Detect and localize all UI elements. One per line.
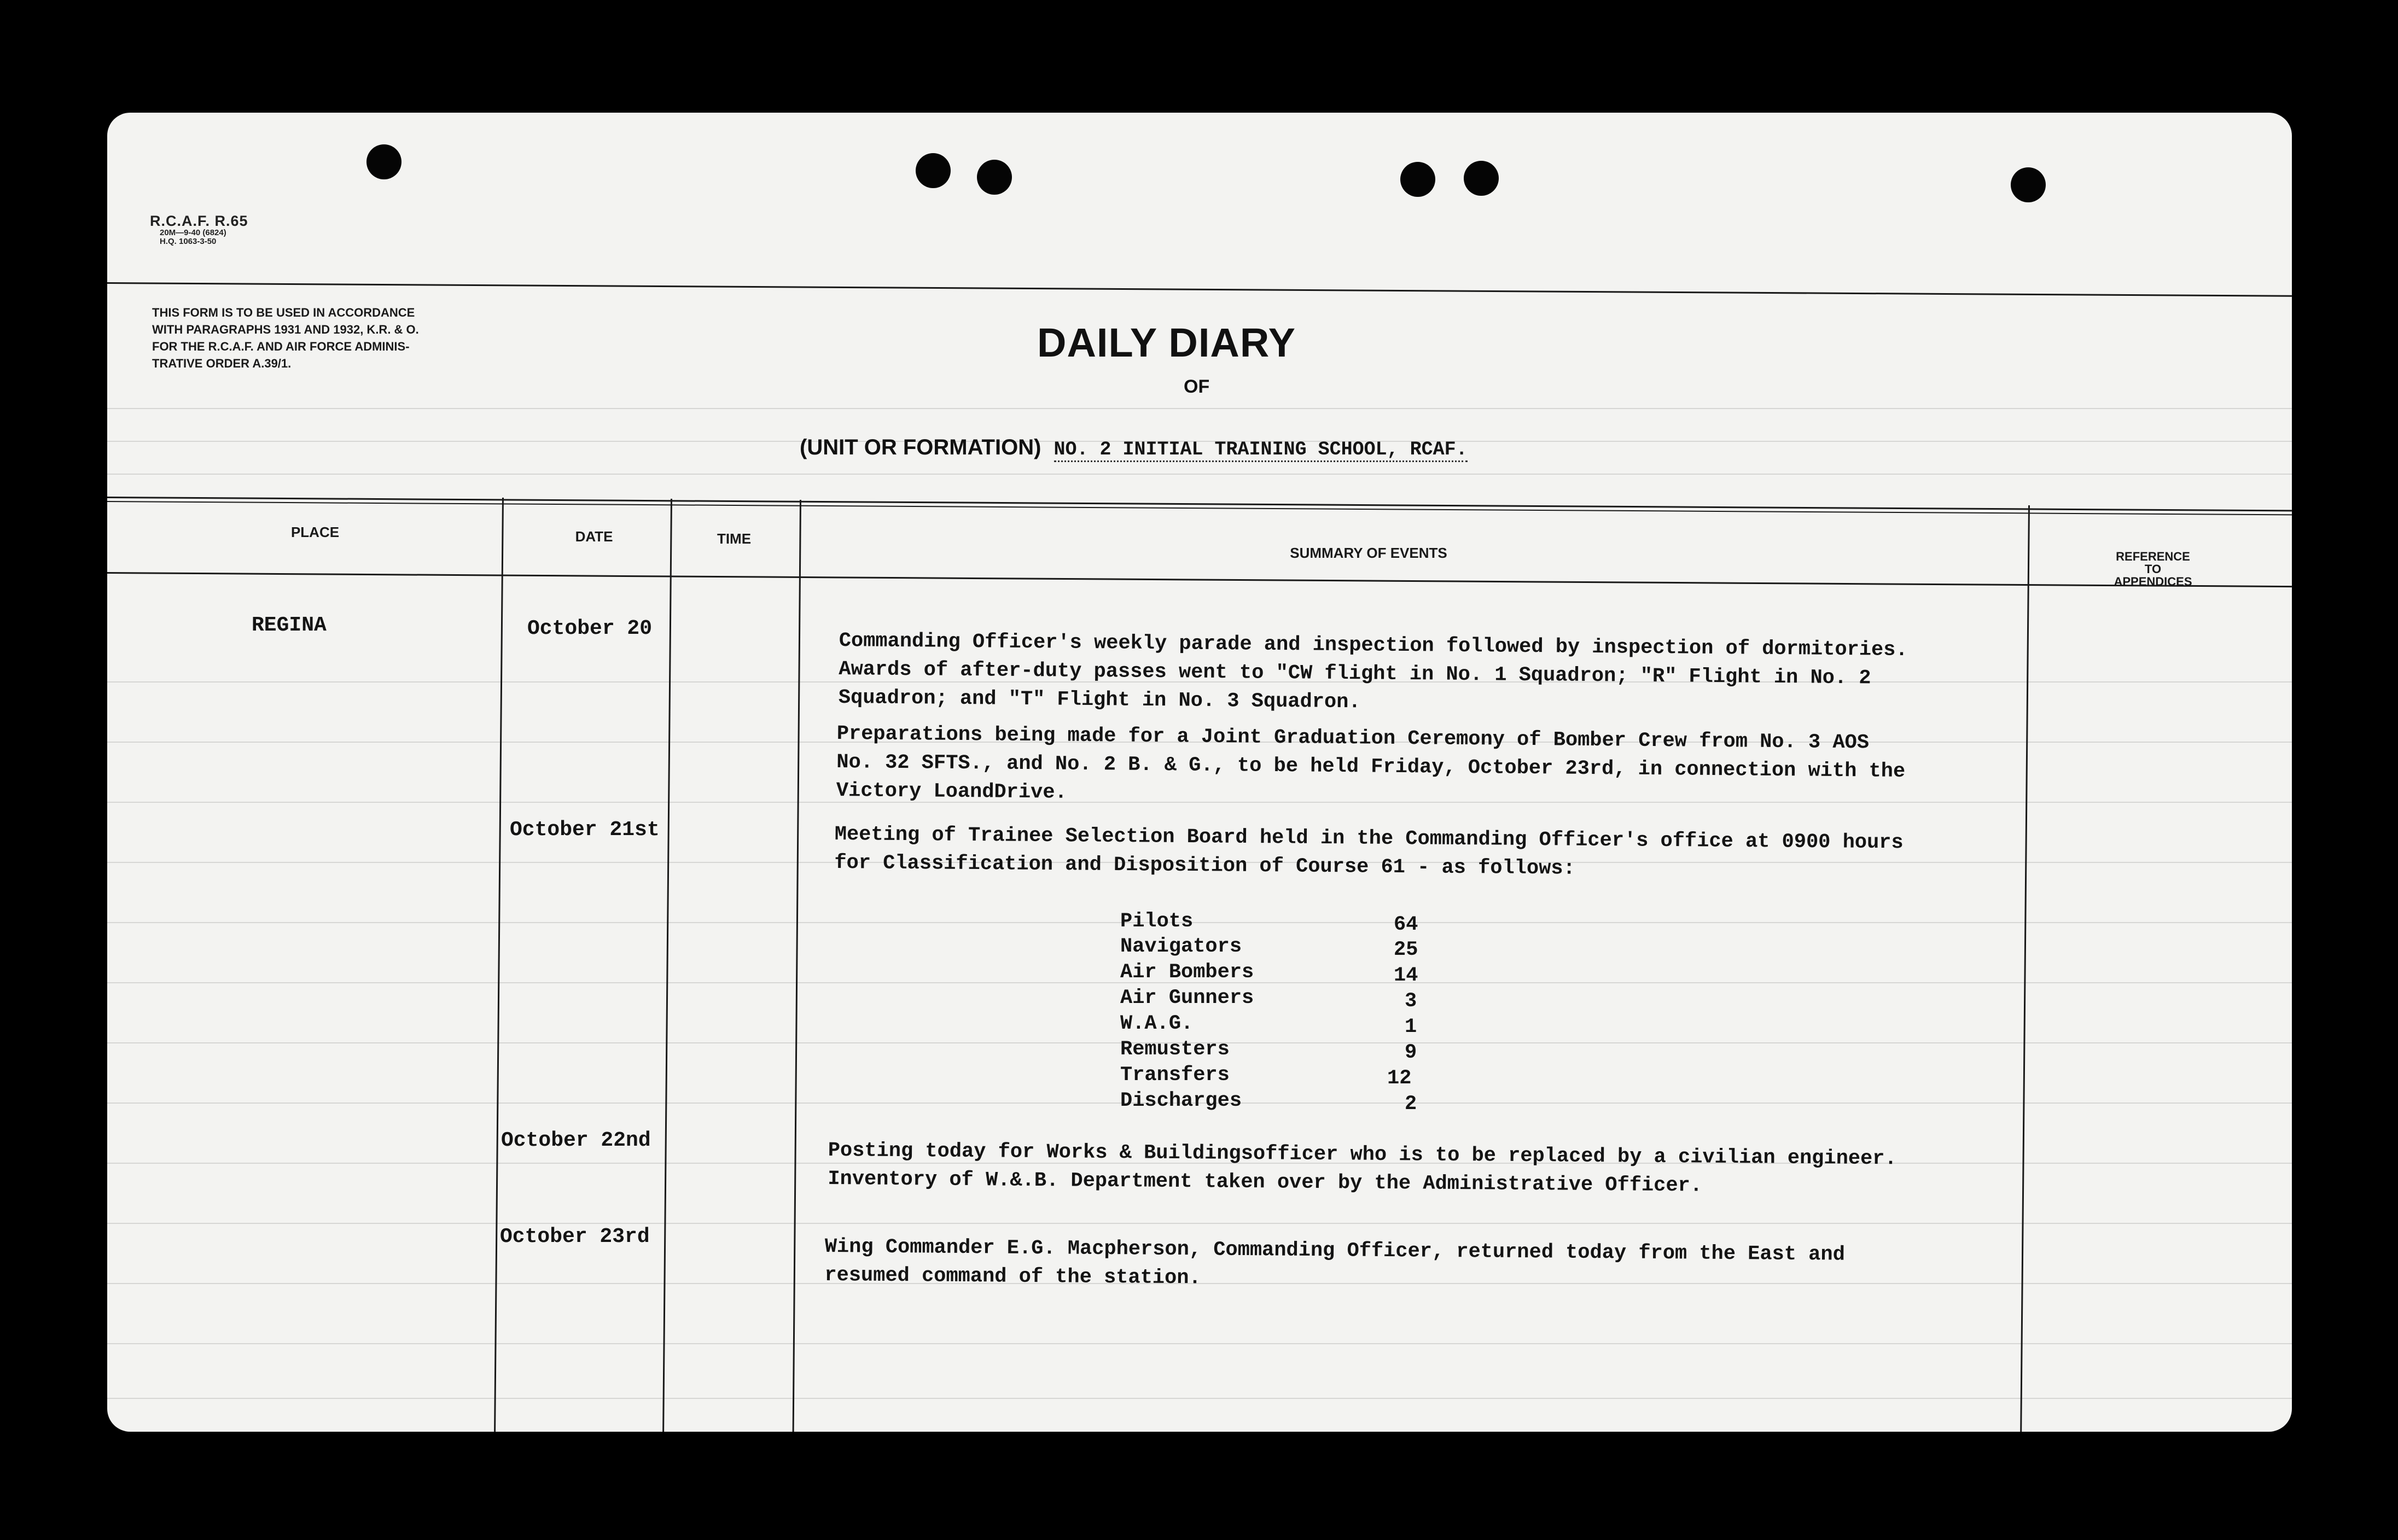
form-code-block [150,213,248,246]
diary-form-card [107,113,2292,1432]
entry-paragraph: Posting today for Works & Buildingsofficer who is to be replaced by a civilian engineer. Inventory of W.&.B. Department taken over by the Administrative Officer. [828,1139,1897,1198]
classification-label: Transfers [1120,1064,1230,1087]
entry-date: October 20 [527,617,653,640]
punch-hole [916,153,951,188]
classification-count: 12 [1387,1067,1412,1090]
instruction-line: FOR THE R.C.A.F. AND AIR FORCE ADMINIS- [152,340,410,353]
classification-count: 9 [1405,1041,1417,1064]
entry-paragraph: Commanding Officer's weekly parade and inspection followed by inspection of dormitories. Awards of after-duty passes went to "CW flight in No. 1 Squadron; "R" Flight in No. 2 Squadron; and "T" Flight in No. 3 Squadron. [838,629,1908,714]
form-title-of: OF [1184,376,1210,397]
hq-line: H.Q. 1063-3-50 [160,237,217,247]
unit-line [800,435,1468,460]
punch-hole [2011,167,2046,202]
classification-label: Discharges [1120,1089,1242,1112]
classification-label: Navigators [1120,935,1242,958]
punch-hole [977,160,1012,195]
classification-count: 1 [1405,1016,1417,1039]
classification-label: W.A.G. [1120,1012,1194,1035]
unit-label: (UNIT OR FORMATION) [800,435,1041,459]
entry-date: October 23rd [500,1225,650,1249]
classification-count: 14 [1394,964,1418,987]
entry-paragraph: Preparations being made for a Joint Graduation Ceremony of Bomber Crew from No. 3 AOS No. 32 SFTS., and No. 2 B. & G., to be held Friday, October 23rd, in connection with the Victory LoandDrive. [836,722,1906,804]
punch-hole [366,144,401,179]
classification-count: 25 [1394,938,1418,961]
form-instructions [152,304,568,372]
classification-label: Air Bombers [1120,961,1254,984]
instruction-line: WITH PARAGRAPHS 1931 AND 1932, K.R. & O. [152,323,419,336]
unit-value: NO. 2 INITIAL TRAINING SCHOOL, RCAF. [1054,439,1468,462]
column-header-reference: REFERENCE TO APPENDICES [2114,550,2192,588]
place-value: REGINA [252,614,327,637]
entry-paragraph: Wing Commander E.G. Macpherson, Commanding Officer, returned today from the East and resumed command of the station. [824,1235,1846,1290]
entry-date: October 21st [510,818,660,842]
form-code: R.C.A.F. R.65 [150,213,248,229]
column-header-place: PLACE [290,524,340,540]
instruction-line: THIS FORM IS TO BE USED IN ACCORDANCE [152,306,415,319]
column-header-time: TIME [717,530,752,547]
print-line: 20M—9-40 (6824) [160,228,226,238]
instruction-line: TRATIVE ORDER A.39/1. [152,357,292,370]
classification-count: 2 [1405,1093,1417,1116]
classification-label: Pilots [1120,910,1194,933]
entry-date: October 22nd [501,1129,651,1152]
column-header-date: DATE [575,528,613,545]
classification-count: 64 [1394,913,1418,936]
punch-hole [1464,161,1499,196]
classification-count: 3 [1405,990,1417,1013]
form-title: DAILY DIARY [1037,320,1296,365]
classification-label: Remusters [1120,1038,1230,1061]
column-header-summary: SUMMARY OF EVENTS [1290,545,1447,561]
entry-paragraph: Meeting of Trainee Selection Board held in the Commanding Officer's office at 0900 hours for Classification and Disposition of Course 61 - as follows: [834,822,1904,880]
punch-hole [1400,162,1435,197]
classification-label: Air Gunners [1120,987,1254,1010]
